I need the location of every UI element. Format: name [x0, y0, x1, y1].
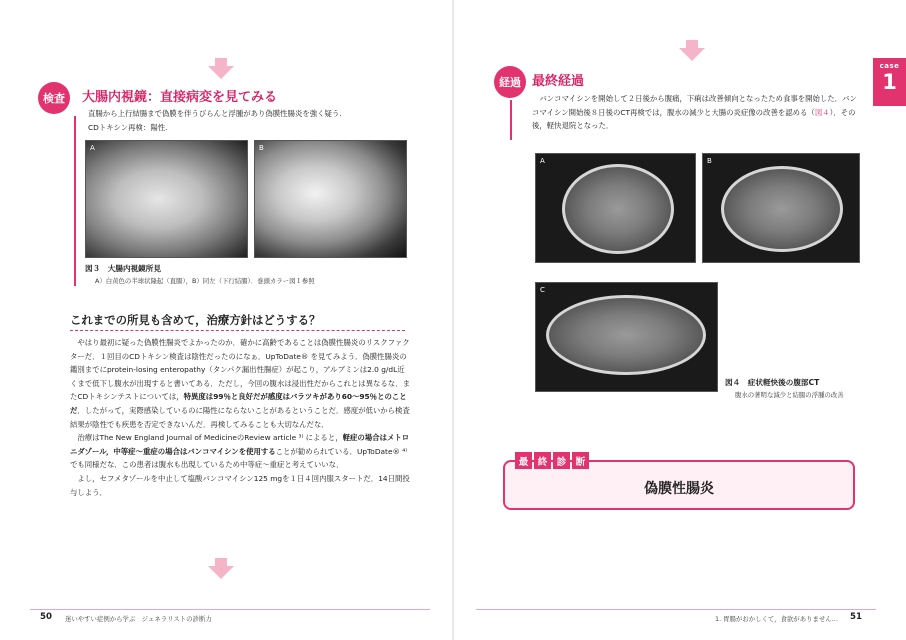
- treatment-discussion: [70, 336, 410, 499]
- text-run: よし，セフメタゾールを中止して塩酸バンコマイシン125 mgを１日４回内服スタートだ．14日間投与しよう．: [70, 473, 410, 497]
- final-diagnosis-text: 偽膜性腸炎: [644, 481, 714, 497]
- course-description: [532, 92, 862, 133]
- exam-intro-line: 直腸から上行結腸まで偽膜を伴うびらんと浮腫があり偽膜性腸炎を強く疑う.: [88, 109, 342, 118]
- text-run: ことが勧められている．UpToDate® ⁴⁾ でも同様だな．この患者は腹水も出現しているため中等症～重症と考えていいな．: [70, 446, 408, 470]
- figure-3-caption-title: 図３ 大腸内視鏡所見: [85, 264, 161, 273]
- footer-rule-right: [476, 609, 876, 610]
- text-run: やはり最初に疑った偽膜性腸炎でよかったのか．確かに高齢であることは偽膜性腸炎のリスクファクターだ．１回目のCDトキシン検査は陰性だったのになぁ．UpToDate® を見てみよう．偽膜性腸炎の鑑別までにprotein-losing enteropathy（タンパク漏出性腸症）が起こり，アルブミンは2.0 g/dL近くまで低下し腹水が出現すると書いてある．ただし，今回の腹水は浸出性だからこれとは異なるな．またCDトキシンテストについては，: [70, 338, 410, 402]
- page-number-left: 50: [40, 612, 52, 622]
- section-title-exam: 大腸内視鏡：直接病変を見てみる: [82, 90, 278, 105]
- page-number-right: 51: [850, 612, 862, 622]
- flow-arrow-bottom-left: [208, 566, 234, 579]
- paragraph-2: [70, 431, 410, 472]
- section-title-course: 最終経過: [532, 74, 585, 89]
- figure-4-reference[interactable]: 図４: [814, 107, 830, 117]
- ct-body-outline: [721, 166, 843, 252]
- ct-image-a: [535, 153, 696, 263]
- figure-3-caption-text: A）白黄色の半球状隆起（直腸），B）同左（下行結腸）．巻頭カラー図１参照: [95, 277, 315, 285]
- page-gutter: [452, 0, 454, 640]
- footer-title-left: 迷いやすい症例から学ぶ ジェネラリストの診断力: [65, 615, 212, 623]
- question-heading: これまでの所見も含めて，治療方針はどうする？: [70, 313, 321, 327]
- paragraph-3: [70, 472, 410, 499]
- ct-body-outline: [562, 164, 674, 254]
- diagnosis-tag-char: 断: [572, 452, 589, 469]
- diagnosis-tag-char: 診: [553, 452, 570, 469]
- footer-rule-left: [30, 609, 430, 610]
- text-run: バンコマイシンを開始して２日後から腹痛，下痢は改善傾向となったため食事を開始した．バンコマイシン開始後８日後のCT再検では，腹水の減少と大腸の炎症像の改善を認める（: [532, 94, 857, 117]
- paragraph-1: [70, 336, 410, 431]
- photo-label: B: [707, 157, 712, 165]
- figure-4-caption-text: 腹水の著明な減少と結腸の浮腫の改善: [735, 391, 844, 399]
- text-run-bold: 軽症の場合はメトロニダゾール，中等症～重症の場合はバンコマイシンを使用する: [70, 433, 410, 456]
- endoscopy-photo-b: [254, 140, 407, 258]
- flow-arrow-stem-top-right: [686, 40, 698, 48]
- question-rule: [70, 330, 405, 331]
- case-tab-number: 1: [882, 70, 897, 94]
- section-rule-course: [510, 100, 512, 140]
- flow-arrow-stem-top-left: [215, 58, 227, 66]
- section-badge-course: 経過: [494, 66, 526, 98]
- text-run: ）．その後，軽快退院となった．: [532, 107, 856, 131]
- course-paragraph: [532, 92, 862, 133]
- photo-label: C: [540, 286, 545, 294]
- diagnosis-tag-char: 終: [534, 452, 551, 469]
- exam-intro-line: CDトキシン再検：陽性.: [88, 122, 168, 132]
- case-tab-word: case: [879, 62, 900, 70]
- photo-label: A: [540, 157, 545, 165]
- text-run: 治療はThe New England Journal of MedicineのReview article ³⁾ によると，: [77, 433, 343, 443]
- section-badge-exam: 検査: [38, 82, 70, 114]
- case-tab: [873, 58, 906, 106]
- ct-image-c: [535, 282, 718, 392]
- ct-image-b: [702, 153, 860, 263]
- diagnosis-tag-char: 最: [515, 452, 532, 469]
- exam-intro: [88, 107, 428, 134]
- flow-arrow-stem-bottom-left: [215, 558, 227, 566]
- endoscopy-photo-a: [85, 140, 248, 258]
- final-diagnosis-tag: [515, 452, 589, 470]
- footer-title-right: 1. 胃腸がおかしくて，食欲がありません…: [715, 615, 839, 623]
- ct-body-outline: [546, 295, 706, 375]
- text-run: ．したがって，実際感染しているのに陽性にならないことがあるということだ．感度が低いから検査結果が陰性でも疾患を否定できないんだ．再検してみることも大切なんだな．: [70, 405, 410, 429]
- photo-label: B: [259, 144, 264, 152]
- text-run-bold: 特異度は99％と良好だが感度はバラツキがあり60～95％とのことだ: [70, 392, 407, 415]
- figure-4-caption-title: 図４ 症状軽快後の腹部CT: [725, 378, 820, 387]
- photo-label: A: [90, 144, 95, 152]
- flow-arrow-top-left: [208, 66, 234, 79]
- section-rule-exam: [74, 116, 76, 286]
- flow-arrow-top-right: [679, 48, 705, 61]
